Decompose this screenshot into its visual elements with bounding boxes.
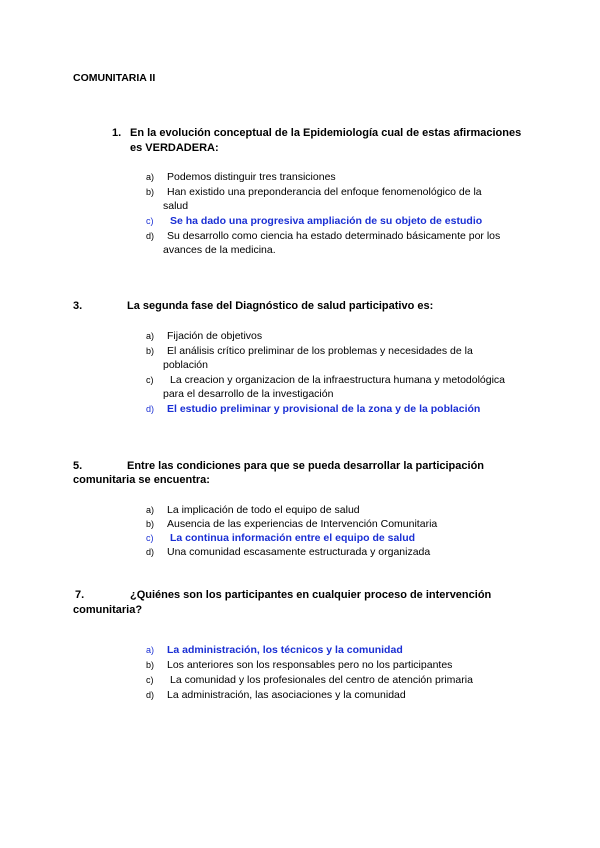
question-text: La segunda fase del Diagnóstico de salud participativo es:	[127, 300, 434, 312]
option-letter: c)	[146, 375, 154, 385]
option-letter: d)	[146, 231, 155, 241]
option-letter: a)	[146, 331, 155, 341]
option-letter: a)	[146, 505, 155, 515]
option-letter: b)	[146, 346, 155, 356]
correct-answer: La continua información entre el equipo de salud	[170, 532, 416, 544]
option-text: La creacion y organizacion de la infraestructura humana y metodológica	[170, 374, 506, 386]
question-number: 3.	[73, 300, 83, 312]
option-text: La comunidad y los profesionales del centro de atención primaria	[170, 674, 473, 686]
option-text: Fijación de objetivos	[167, 330, 263, 342]
option-text: población	[163, 359, 208, 371]
question-text: ¿Quiénes son los participantes en cualquier proceso de intervención	[130, 589, 492, 601]
question-text: En la evolución conceptual de la Epidemiología cual de estas afirmaciones	[130, 127, 522, 139]
option-letter: b)	[146, 519, 155, 529]
document-title: COMUNITARIA II	[73, 72, 156, 84]
question-text: comunitaria se encuentra:	[73, 474, 210, 486]
option-letter: a)	[146, 645, 155, 655]
option-text: El análisis crítico preliminar de los problemas y necesidades de la	[167, 345, 473, 357]
question-number: 1.	[112, 127, 122, 139]
correct-answer: El estudio preliminar y provisional de la zona y de la población	[167, 403, 481, 415]
option-letter: d)	[146, 404, 155, 414]
option-letter: c)	[146, 675, 154, 685]
option-text: avances de la medicina.	[163, 244, 276, 256]
option-letter: b)	[146, 660, 155, 670]
question-text: es VERDADERA:	[130, 142, 219, 154]
option-letter: c)	[146, 533, 154, 543]
option-text: Ausencia de las experiencias de Intervención Comunitaria	[167, 518, 438, 530]
option-letter: d)	[146, 690, 155, 700]
correct-answer: La administración, los técnicos y la comunidad	[167, 644, 403, 656]
question-text: comunitaria?	[73, 604, 143, 616]
option-text: salud	[163, 200, 189, 212]
correct-answer: Se ha dado una progresiva ampliación de su objeto de estudio	[170, 215, 483, 227]
option-letter: d)	[146, 547, 155, 557]
option-text: Los anteriores son los responsables pero no los participantes	[167, 659, 453, 671]
option-text: Su desarrollo como ciencia ha estado determinado básicamente por los	[167, 230, 501, 242]
question-text: Entre las condiciones para que se pueda desarrollar la participación	[127, 460, 485, 472]
option-text: La administración, las asociaciones y la comunidad	[167, 689, 406, 701]
option-text: Una comunidad escasamente estructurada y organizada	[167, 546, 431, 558]
option-text: Podemos distinguir tres transiciones	[167, 171, 336, 183]
option-letter: a)	[146, 172, 155, 182]
option-text: La implicación de todo el equipo de salud	[167, 504, 360, 516]
option-letter: b)	[146, 187, 155, 197]
option-text: Han existido una preponderancia del enfoque fenomenológico de la	[167, 186, 482, 198]
option-letter: c)	[146, 216, 154, 226]
question-number: 5.	[73, 460, 83, 472]
question-number: 7.	[75, 589, 85, 601]
option-text: para el desarrollo de la investigación	[163, 388, 334, 400]
